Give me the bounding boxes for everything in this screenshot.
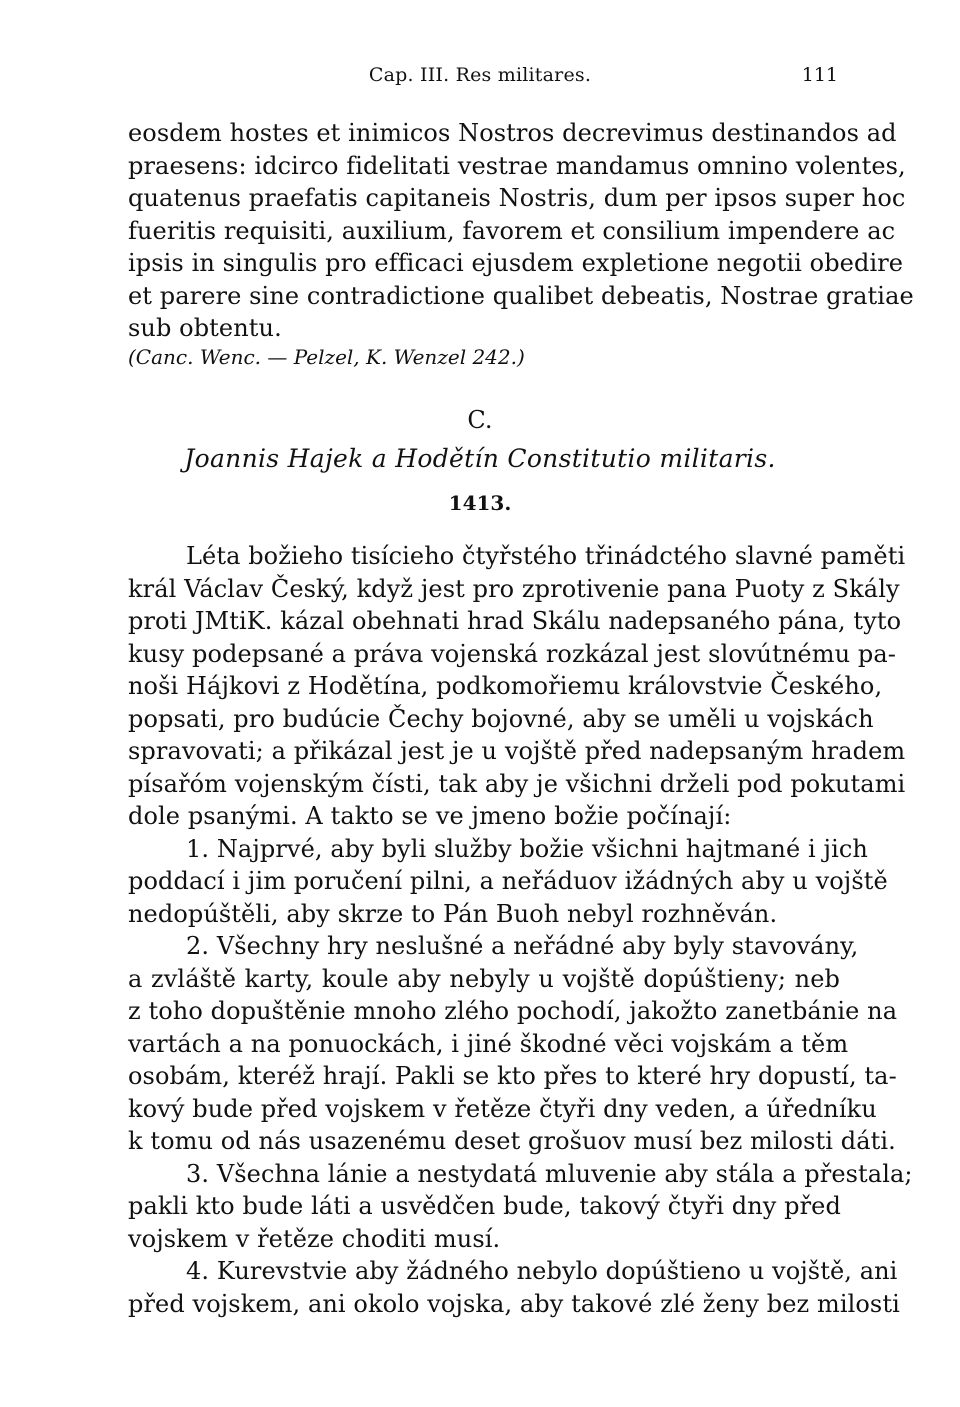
latin-paragraph [128,117,914,345]
text-line: sub obtentu. [128,314,282,342]
text-line: kusy podepsané a práva vojenská rozkázal jest slovútnému pa- [128,639,896,668]
text-line: noši Hájkovi z Hodětína, podkomořiemu královstvie Českého, [128,672,883,700]
text-line: eosdem hostes et inimicos Nostros decrevimus destinandos ad [128,119,897,147]
text-line: král Václav Český, když jest pro zprotivenie pana Puoty z Skály [128,574,900,603]
text-line: spravovati; a přikázal jest je u vojště před nadepsaným hradem [128,737,906,765]
source-citation: (Canc. Wenc. — Pelzel, K. Wenzel 242.) [128,345,525,369]
text-line: vartách a na ponuockách, i jiné škodné věci vojskám a těm [128,1029,849,1058]
czech-text [128,540,913,1320]
text-line: před vojskem, ani okolo vojska, aby takové zlé ženy bez milosti [128,1289,900,1318]
text-line: osobám, kteréž hrají. Pakli se kto přes to které hry dopustí, ta- [128,1062,897,1090]
text-line: poddací i jim poručení pilni, a neřáduov ižádných aby u vojště [128,867,888,895]
text-line: 1. Najprvé, aby byli služby božie všichni hajtmané i jich [186,834,868,863]
text-line: kový bude před vojskem v řetěze čtyři dny veden, a úředníku [128,1094,877,1123]
text-line: a zvláště karty, koule aby nebyly u vojště dopúštieny; neb [128,964,840,993]
text-line: z toho dopuštěnie mnoho zlého pochodí, jakožto zanetbánie na [128,997,898,1025]
text-line: et parere sine contradictione qualibet debeatis, Nostrae gratiae [128,281,914,310]
running-title: Cap. III. Res militares. [368,64,592,86]
text-line: quatenus praefatis capitaneis Nostris, dum per ipsos super hoc [128,184,906,212]
text-line: 2. Všechny hry neslušné a neřádné aby byly stavovány, [186,932,859,960]
text-line: 3. Všechna lánie a nestydatá mluvenie aby stála a přestala; [186,1159,913,1188]
text-line: Léta božieho tisícieho čtyřstého třinádctého slavné paměti [186,542,906,570]
text-line: nedopúštěli, aby skrze to Pán Buoh nebyl rozhněván. [128,899,778,928]
section-year: 1413. [448,491,512,515]
page-number: 111 [801,64,838,86]
text-line: pakli kto bude láti a usvědčen bude, takový čtyři dny před [128,1192,841,1220]
text-line: 4. Kurevstvie aby žádného nebylo dopúštieno u vojště, ani [186,1257,898,1285]
text-line: proti JMtiK. kázal obehnati hrad Skálu nadepsaného pána, tyto [128,607,902,635]
section-title: Joannis Hajek a Hodětín Constitutio militaris. [184,444,776,473]
text-line: popsati, pro budúcie Čechy bojovné, aby se uměli u vojskách [128,704,874,733]
text-line: písařóm vojenským čísti, tak aby je všichni drželi pod pokutami [128,769,906,798]
text-line: fueritis requisiti, auxilium, favorem et consilium impendere ac [128,216,896,245]
text-line: dole psanými. A takto se ve jmeno božie počínají: [128,802,732,830]
running-head [128,60,838,90]
text-line: praesens: idcirco fidelitati vestrae mandamus omnino volentes, [128,151,906,180]
text-line: vojskem v řetěze choditi musí. [128,1224,501,1253]
text-line: k tomu od nás usazenému deset grošuov musí bez milosti dáti. [128,1127,896,1155]
section-letter: C. [467,406,493,434]
text-line: ipsis in singulis pro efficaci ejusdem expletione negotii obedire [128,249,904,277]
